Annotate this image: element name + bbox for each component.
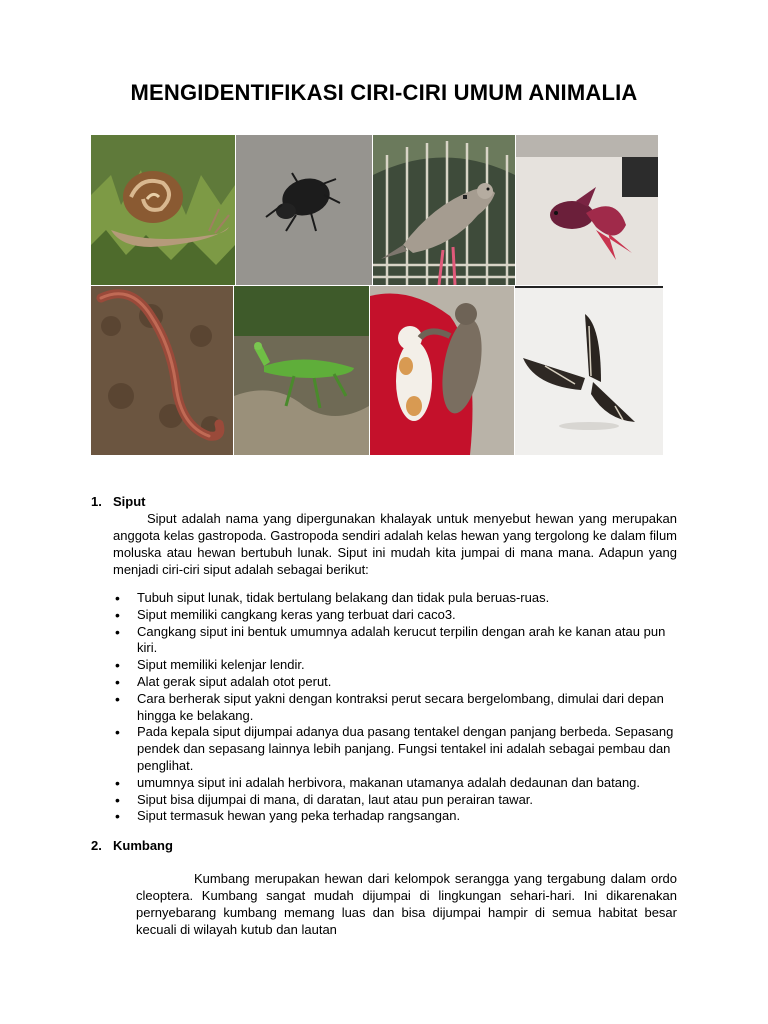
section-number: 2. [91, 838, 102, 853]
cats-photo [370, 286, 514, 455]
list-item: • Cara berherak siput yakni dengan kontraksi perut secara bergelombang, dimulai dari depan hingga ke belakang. [113, 691, 678, 725]
siput-characteristics-list [113, 590, 678, 825]
list-item: • Pada kepala siput dijumpai adanya dua pasang tentakel dengan panjang berbeda. Sepasang pendek dan sepasang lainnya lebih panjang. Fungsi tentakel ini adalah sebagai pembau dan penglihat. [113, 724, 678, 774]
section-title: Siput [113, 494, 146, 509]
list-item: • Tubuh siput lunak, tidak bertulang belakang dan tidak pula beruas-ruas. [113, 590, 678, 607]
kumbang-paragraph-text: Kumbang merupakan hewan dari kelompok serangga yang tergabung dalam ordo cleoptera. Kumbang sangat mudah dijumpai di lingkungan sehari-hari. Ini dikarenakan pernyebarang kumbang memang luas dan bisa dijumpai hampir di semua habitat besar kecuali di wilayah kutub dan lautan [136, 871, 677, 937]
section-title: Kumbang [113, 838, 173, 853]
dove-in-cage-photo [373, 135, 515, 285]
betta-fish-photo [516, 135, 658, 285]
praying-mantis-photo [234, 286, 369, 455]
list-item: • Cangkang siput ini bentuk umumnya adalah kerucut terpilin dengan arah ke kanan atau pun kiri. [113, 624, 678, 658]
list-item: • umumnya siput ini adalah herbivora, makanan utamanya adalah dedaunan dan batang. [113, 775, 678, 792]
siput-paragraph [113, 510, 677, 578]
snail-photo [91, 135, 235, 285]
animal-photo-grid [91, 135, 663, 455]
section-number: 1. [91, 494, 102, 509]
section-heading-siput [91, 494, 146, 509]
moth-photo [515, 286, 663, 455]
list-item: • Siput bisa dijumpai di mana, di daratan, laut atau pun perairan tawar. [113, 792, 678, 809]
list-item: • Siput memiliki cangkang keras yang terbuat dari caco3. [113, 607, 678, 624]
earthworm-photo [91, 286, 233, 455]
kumbang-paragraph [136, 870, 677, 938]
siput-paragraph-text: Siput adalah nama yang dipergunakan khalayak untuk menyebut hewan yang merupakan anggota kelas gastropoda. Gastropoda sendiri adalah kelas hewan yang tergolong ke dalam filum moluska atau hewan bertubuh lunak. Siput ini mudah kita jumpai di mana mana. Adapun yang menjadi ciri-ciri siput adalah sebagai berikut: [113, 511, 677, 577]
list-item: • Alat gerak siput adalah otot perut. [113, 674, 678, 691]
list-item: • Siput termasuk hewan yang peka terhadap rangsangan. [113, 808, 678, 825]
beetle-photo [236, 135, 372, 285]
section-heading-kumbang [91, 838, 173, 853]
list-item: • Siput memiliki kelenjar lendir. [113, 657, 678, 674]
page-title: MENGIDENTIFIKASI CIRI-CIRI UMUM ANIMALIA [130, 80, 638, 105]
